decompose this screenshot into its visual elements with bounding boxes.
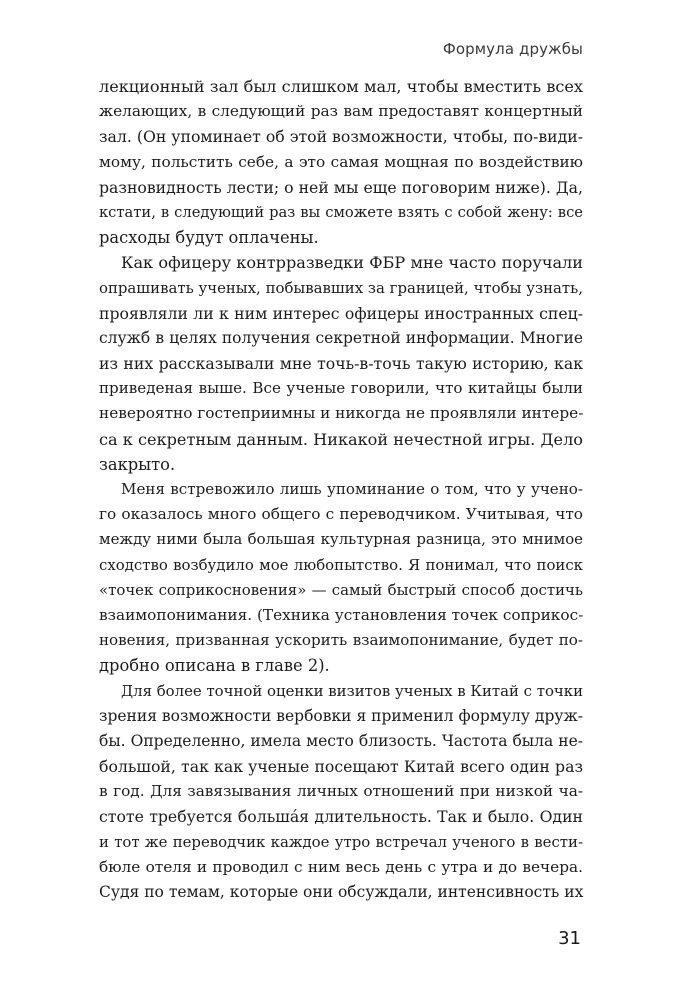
text-line: кстати, в следующий раз вы сможете взять с собой жену: все — [99, 203, 583, 221]
text-line: в год. Для завязывания личных отношений при низкой ча- — [99, 782, 583, 801]
text-line: бы. Определенно, имела место близость. Частота была не- — [99, 731, 583, 750]
text-line: разновидность лести; о ней мы еще поговорим ниже). Да, — [99, 177, 583, 197]
text-line: проявляли ли к ним интерес офицеры иностранных спец- — [99, 303, 583, 323]
text-line: Для более точной оценки визитов ученых в Китай с точки — [121, 681, 583, 700]
text-line: Как офицеру контрразведки ФБР мне часто поручали — [121, 253, 583, 273]
text-line: го оказалось много общего с переводчиком. Учитывая, что — [99, 505, 583, 524]
page-number: 31 — [558, 928, 581, 949]
text-line: мому, польстить себе, а это самая мощная по воздействию — [99, 152, 583, 171]
text-line: расходы будут оплачены. — [99, 228, 319, 248]
text-line: невероятно гостеприимны и никогда не проявляли интере- — [99, 404, 584, 423]
text-line: лекционный зал был слишком мал, чтобы вместить всех — [99, 77, 583, 96]
text-line: са к секретным данным. Никакой нечестной игры. Дело — [99, 429, 583, 449]
text-line: опрашивать ученых, побывавших за границей, чтобы узнать, — [99, 278, 583, 297]
text-line: из них рассказывали мне точь-в-точь такую историю, как — [99, 354, 583, 374]
text-line: между ними была большая культурная разница, это мнимое — [99, 530, 583, 549]
text-line: и тот же переводчик каждое утро встречал ученого в вести- — [99, 832, 583, 851]
text-line: приведеная выше. Все ученые говорили, что китайцы были — [99, 379, 583, 398]
text-line: сходство возбудило мое любопытство. Я понимал, что поиск — [99, 555, 583, 574]
text-line: «точек соприкосновения» — самый быстрый способ достичь — [99, 580, 583, 599]
text-line: закрыто. — [99, 454, 176, 474]
text-line: зрения возможности вербовки я применил формулу друж- — [99, 706, 583, 725]
text-line: бюле отеля и проводил с ним весь день с утра и до вечера. — [99, 857, 583, 876]
text-line: стоте требуется большáя длительность. Так и было. Один — [99, 807, 583, 827]
text-line: служб в целях получения секретной информации. Многие — [99, 328, 583, 347]
text-line: дробно описана в главе 2). — [99, 656, 330, 676]
text-line: желающих, в следующий раз вам предоставят концертный — [99, 102, 583, 121]
text-line: взаимопонимания. (Техника установления точек соприкос- — [99, 605, 584, 624]
text-line: новения, призванная ускорить взаимопонимание, будет по- — [99, 631, 583, 650]
body-text — [99, 74, 583, 905]
text-line: Судя по темам, которые они обсуждали, интенсивность их — [99, 883, 584, 901]
text-line: зал. (Он упоминает об этой возможности, чтобы, по-види- — [99, 127, 584, 147]
text-line: Меня встревожило лишь упоминание о том, что у учено- — [121, 480, 583, 498]
running-header: Формула дружбы — [442, 40, 583, 58]
text-line: большой, так как ученые посещают Китай всего один раз — [99, 757, 583, 777]
